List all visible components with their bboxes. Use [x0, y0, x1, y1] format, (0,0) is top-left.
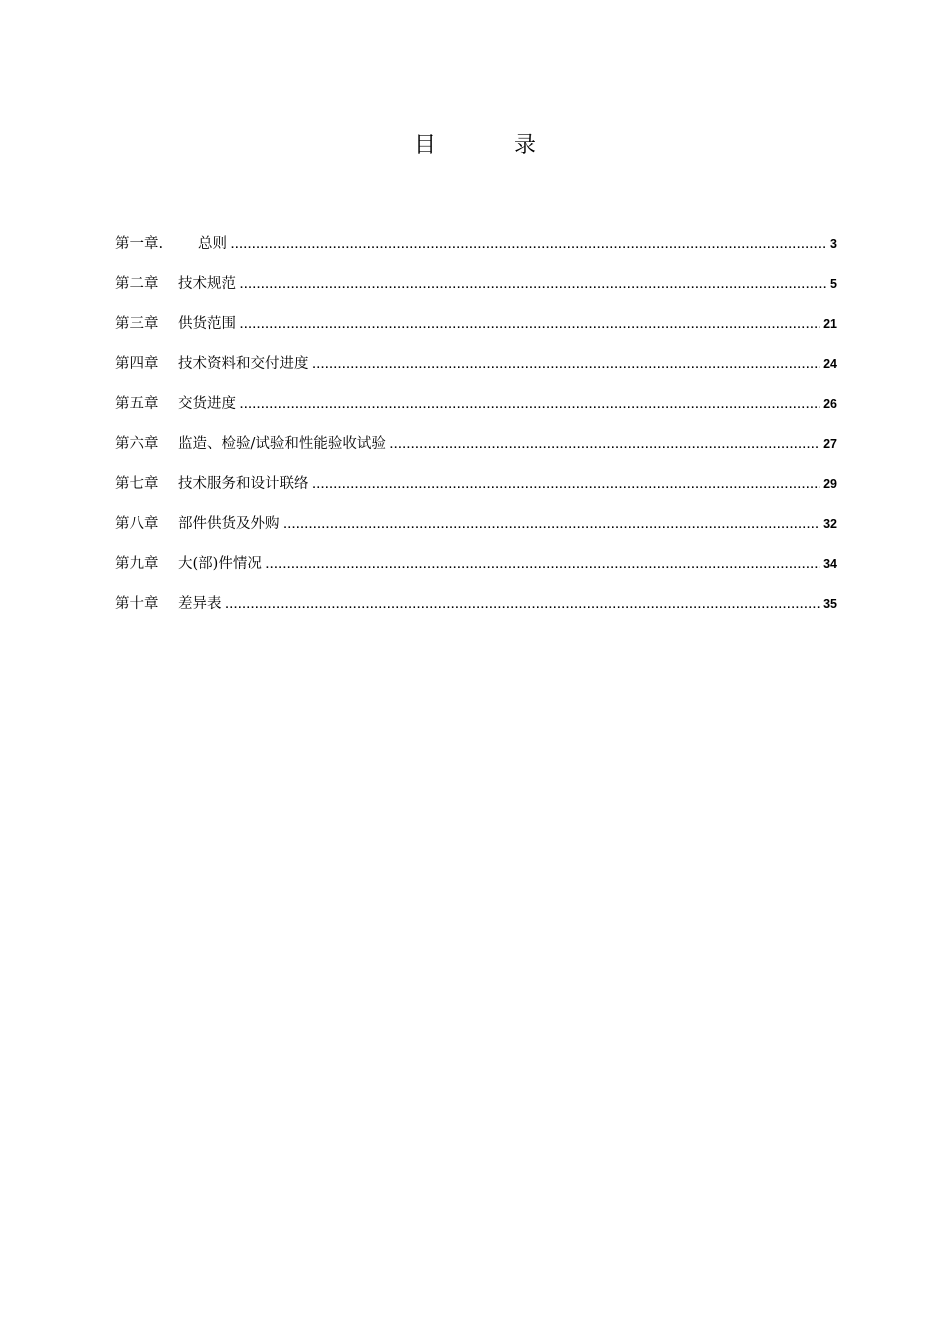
toc-list [115, 230, 837, 630]
toc-dot-leader [284, 511, 821, 539]
toc-dot-leader [231, 231, 827, 259]
toc-dot-leader [240, 391, 820, 419]
toc-dot-leader [240, 271, 827, 299]
toc-page-number: 3 [830, 237, 837, 251]
toc-page-number: 24 [823, 357, 837, 371]
toc-chapter-title: 大(部)件情况 [178, 556, 262, 572]
toc-dot-leader [226, 591, 821, 619]
toc-page-number: 27 [823, 437, 837, 451]
toc-page-number: 26 [823, 397, 837, 411]
toc-dot-leader [313, 471, 821, 499]
toc-chapter-title: 技术服务和设计联络 [178, 476, 309, 492]
toc-page-number: 5 [830, 277, 837, 291]
toc-entry[interactable] [115, 230, 837, 270]
toc-chapter-title: 供货范围 [178, 316, 236, 332]
toc-chapter-title: 交货进度 [178, 396, 236, 412]
toc-title: 目 录 [413, 133, 564, 158]
toc-dot-leader [266, 551, 820, 579]
toc-entry[interactable] [115, 590, 837, 630]
toc-chapter-title: 部件供货及外购 [178, 516, 280, 532]
toc-page-number: 34 [823, 557, 837, 571]
toc-entry[interactable] [115, 270, 837, 310]
toc-chapter-number: 第六章 [115, 436, 159, 452]
toc-chapter-number: 第一章. [115, 236, 164, 252]
toc-entry[interactable] [115, 350, 837, 390]
toc-chapter-title: 监造、检验/试验和性能验收试验 [178, 436, 386, 452]
toc-page-number: 32 [823, 517, 837, 531]
toc-dot-leader [390, 431, 820, 459]
toc-entry[interactable] [115, 510, 837, 550]
toc-page-number: 21 [823, 317, 837, 331]
toc-chapter-title: 技术规范 [178, 276, 236, 292]
toc-entry[interactable] [115, 470, 837, 510]
toc-chapter-number: 第八章 [115, 516, 159, 532]
toc-page-number: 29 [823, 477, 837, 491]
toc-page-number: 35 [823, 597, 837, 611]
toc-chapter-number: 第四章 [115, 356, 159, 372]
toc-chapter-title: 技术资料和交付进度 [178, 356, 309, 372]
toc-entry[interactable] [115, 390, 837, 430]
toc-chapter-number: 第三章 [115, 316, 159, 332]
toc-chapter-title: 总则 [198, 236, 227, 252]
toc-dot-leader [313, 351, 821, 379]
toc-chapter-number: 第五章 [115, 396, 159, 412]
toc-chapter-title: 差异表 [178, 596, 222, 612]
toc-chapter-number: 第二章 [115, 276, 159, 292]
toc-chapter-number: 第七章 [115, 476, 159, 492]
toc-dot-leader [240, 311, 820, 339]
toc-entry[interactable] [115, 430, 837, 470]
toc-entry[interactable] [115, 550, 837, 590]
toc-chapter-number: 第十章 [115, 596, 159, 612]
toc-chapter-number: 第九章 [115, 556, 159, 572]
toc-entry[interactable] [115, 310, 837, 350]
